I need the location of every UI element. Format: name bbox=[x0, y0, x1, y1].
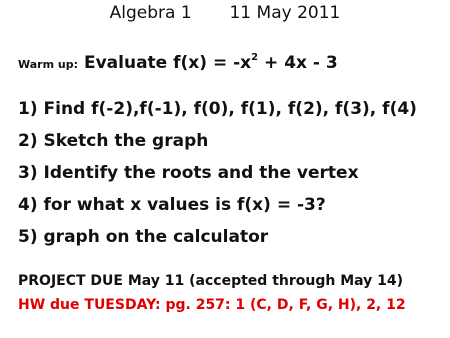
task-item: 2) Sketch the graph bbox=[18, 131, 209, 151]
warmup-line bbox=[18, 53, 338, 73]
task-list bbox=[18, 93, 417, 253]
function-text: Evaluate f(x) = -x bbox=[83, 53, 252, 73]
warmup-function bbox=[84, 53, 338, 73]
warmup-label: Warm up: bbox=[18, 58, 78, 71]
function-exponent: 2 bbox=[251, 52, 259, 64]
slide-title: Algebra 1 11 May 2011 bbox=[109, 3, 341, 23]
task-item: 5) graph on the calculator bbox=[18, 227, 269, 247]
homework-notice: HW due TUESDAY: pg. 257: 1 (C, D, F, G, H), 2, 12 bbox=[18, 297, 406, 313]
function-remainder: + 4x - 3 bbox=[258, 53, 338, 73]
project-due-notice: PROJECT DUE May 11 (accepted through May 14) bbox=[18, 273, 404, 289]
task-item: 3) Identify the roots and the vertex bbox=[18, 163, 359, 183]
task-item: 1) Find f(-2),f(-1), f(0), f(1), f(2), f(3), f(4) bbox=[18, 99, 417, 119]
task-item: 4) for what x values is f(x) = -3? bbox=[18, 195, 326, 215]
